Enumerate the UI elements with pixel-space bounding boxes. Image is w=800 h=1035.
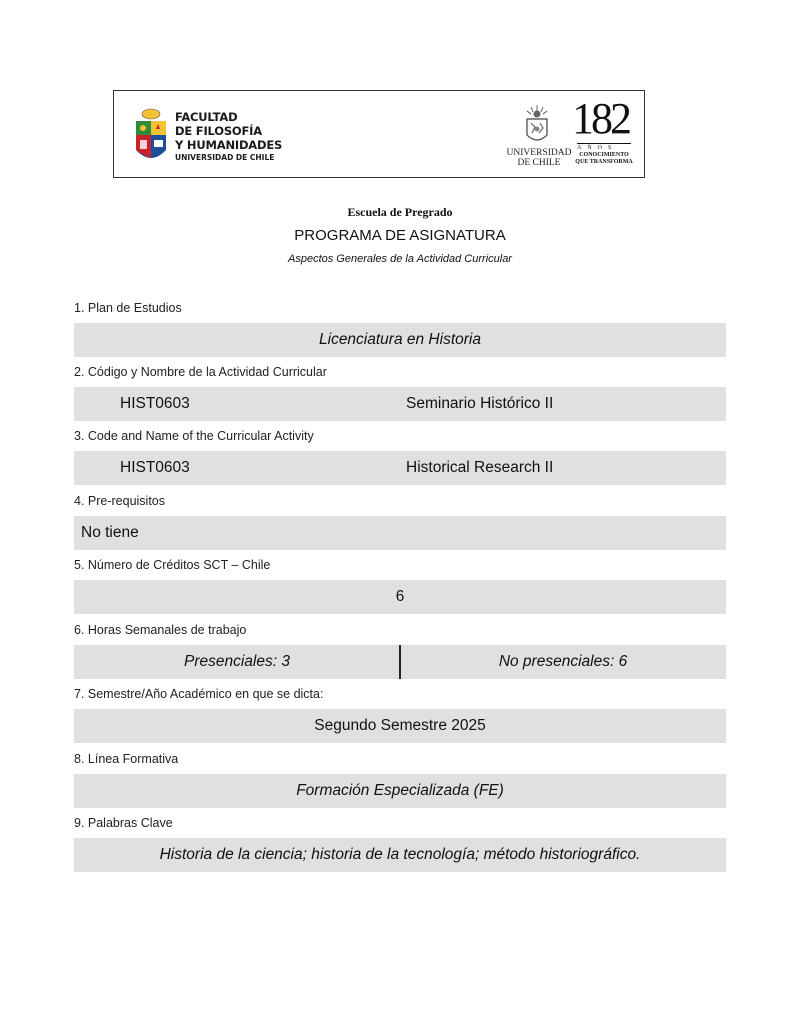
uchile-line-1: UNIVERSIDAD [506,148,572,158]
course-code-en: HIST0603 [120,459,190,476]
section-2-label: 2. Código y Nombre de la Actividad Curricular [74,365,327,379]
section-6-label: 6. Horas Semanales de trabajo [74,623,247,637]
anniversary-years: AÑOS [577,143,631,151]
section-1-label: 1. Plan de Estudios [74,301,182,315]
section-9-label: 9. Palabras Clave [74,816,173,830]
section-7-label: 7. Semestre/Año Académico en que se dicta: [74,687,324,701]
faculty-line-2: DE FILOSOFÍA [175,124,262,138]
course-code: HIST0603 [120,395,190,412]
uchile-emblem-logo [522,103,552,147]
prerequisites-value: No tiene [81,524,139,541]
semester-value: Segundo Semestre 2025 [314,717,486,734]
section-8-label: 8. Línea Formativa [74,752,179,766]
section-6-field [74,645,726,679]
section-4-field [74,516,726,550]
program-title: PROGRAMA DE ASIGNATURA [294,227,506,244]
slogan-line-2: QUE TRANSFORMA [575,159,633,165]
uchile-name [504,148,574,168]
section-7-field [74,709,726,743]
uchile-line-2: DE CHILE [517,158,561,168]
hours-presenciales: Presenciales: 3 [184,653,290,670]
slogan-line-1: CONOCIMIENTO [579,152,629,158]
section-5-label: 5. Número de Créditos SCT – Chile [74,558,271,572]
faculty-line-1: FACULTAD [175,110,238,124]
section-3-label: 3. Code and Name of the Curricular Activity [74,429,314,443]
credits-value: 6 [395,588,405,605]
section-8-field [74,774,726,808]
faculty-line-3: Y HUMANIDADES [175,138,283,152]
section-5-field [74,580,726,614]
hours-no-presenciales: No presenciales: 6 [498,653,628,670]
section-2-field [74,387,726,421]
faculty-name [175,110,282,163]
section-4-label: 4. Pre-requisitos [74,494,166,508]
section-3-field [74,451,726,485]
formative-line-value: Formación Especializada (FE) [296,782,504,799]
program-subtitle: Aspectos Generales de la Actividad Curricular [288,253,512,265]
faculty-university: UNIVERSIDAD DE CHILE [175,153,275,162]
school-name: Escuela de Pregrado [347,205,453,219]
keywords-value: Historia de la ciencia; historia de la tecnología; método historiográfico. [159,846,641,863]
course-name-en: Historical Research II [406,459,554,476]
header-logos [113,90,645,178]
anniversary-slogan [572,152,636,166]
section-1-field [74,323,726,357]
faculty-shield-logo [134,108,168,166]
study-plan-value: Licenciatura en Historia [319,331,481,348]
section-9-field [74,838,726,872]
course-name: Seminario Histórico II [406,395,554,412]
anniversary-number: 182 [572,94,629,143]
